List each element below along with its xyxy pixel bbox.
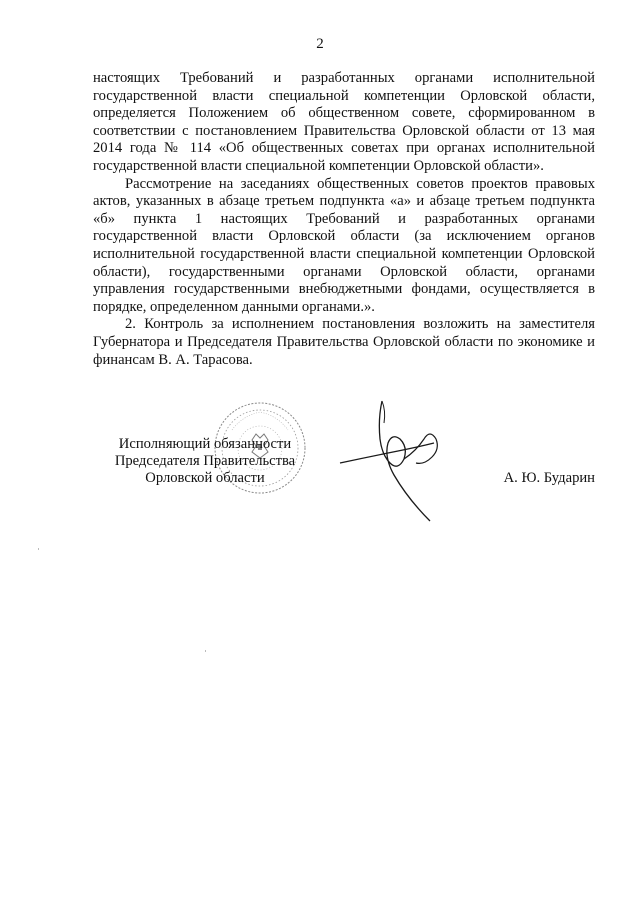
scan-speck [38,548,39,550]
paragraph-continuation: настоящих Требований и разработанных органами исполнительной государственной власти специальной компетенции Орловской области, определяется Положением об общественном совете, сформированном в соответствии с постановлением Правительства Орловской области от 13 мая 2014 года № 114 «Об общественных советах при органах исполнительной государственной власти специальной компетенции Орловской области». [93,70,595,174]
position-line-1: Исполняющий обязанности [118,436,292,452]
handwritten-signature-icon [338,395,478,525]
position-line-2: Председателя Правительства [114,453,296,469]
paragraph-control: 2. Контроль за исполнением постановления возложить на заместителя Губернатора и Председателя Правительства Орловской области по экономике и финансам В. А. Тарасова. [93,316,595,368]
signatory-position [105,436,305,487]
paragraph-public-councils: Рассмотрение на заседаниях общественных советов проектов правовых актов, указанных в абзаце третьем подпункта «а» и абзаце третьем подпункта «б» пункта 1 настоящих Требований и разработанных органами государственной власти Орловской области (за исключением органов исполнительной государственной власти специальной компетенции Орловской области), государственными органами Орловской области, органами управления государственными внебюджетными фондами, осуществляется в порядке, определенном данными органами.». [93,175,595,315]
signatory-name: А. Ю. Бударин [503,470,595,486]
position-line-3: Орловской области [145,470,265,486]
scan-speck [205,650,206,652]
page-number: 2 [316,36,324,52]
document-body [93,70,595,369]
